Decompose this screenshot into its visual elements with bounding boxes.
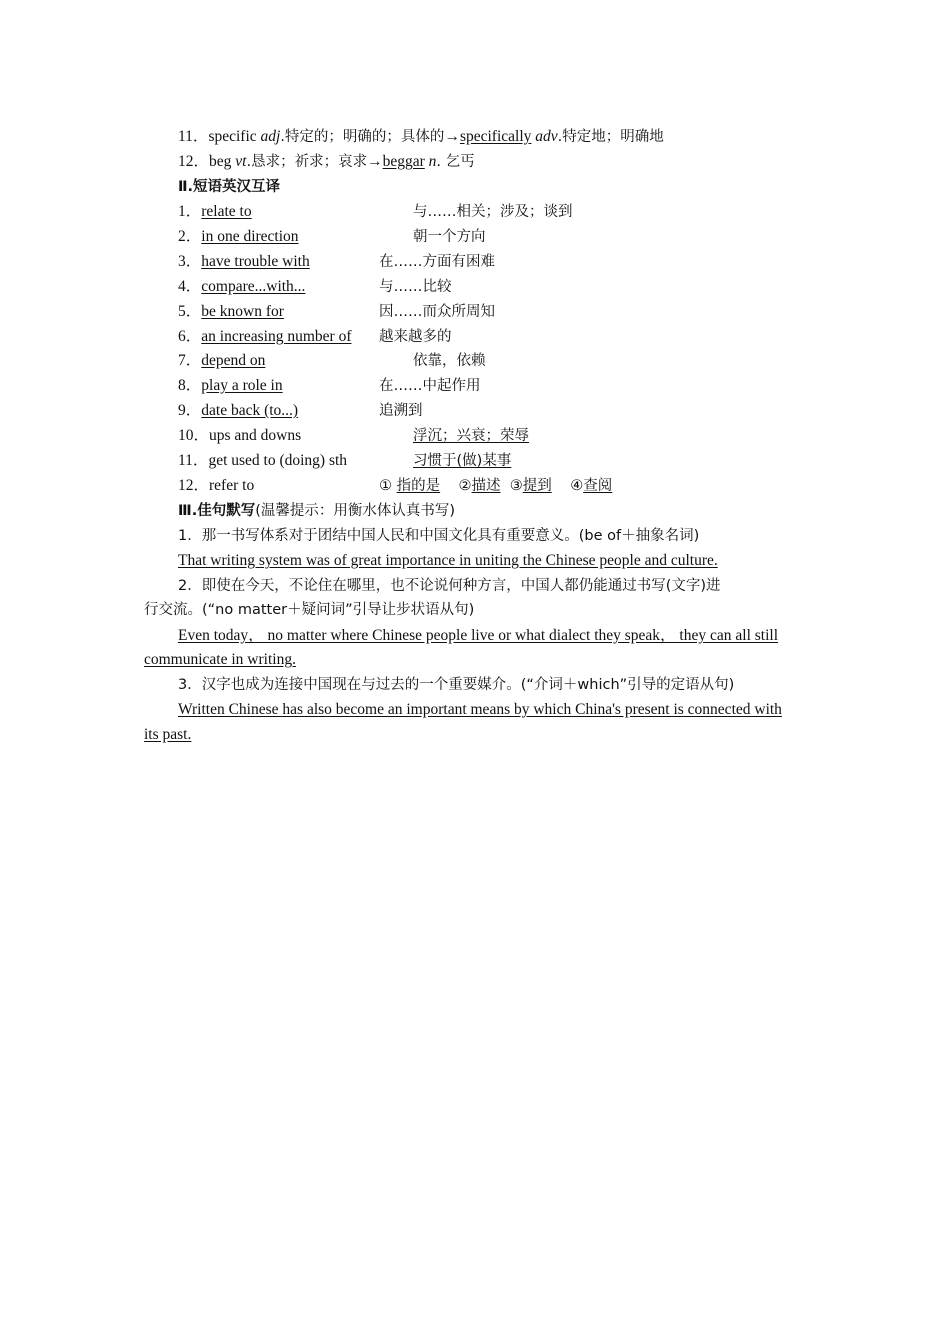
meaning-answer: 指的是 bbox=[396, 478, 441, 494]
phrase-row bbox=[178, 426, 301, 446]
meaning-answer: 查阅 bbox=[583, 478, 613, 494]
section-heading-phrases: Ⅱ.短语英汉互译 bbox=[178, 179, 281, 195]
phrase-cn: 追溯到 bbox=[379, 403, 423, 419]
phrase-en-answer: compare...with... bbox=[201, 278, 306, 295]
phrase-cn: 在……方面有困难 bbox=[379, 254, 495, 270]
marker: ④ bbox=[570, 478, 584, 494]
heading-tip: (温馨提示：用衡水体认真书写) bbox=[255, 503, 456, 519]
phrase-cn: 朝一个方向 bbox=[413, 229, 486, 245]
definition: .恳求；祈求；哀求 bbox=[246, 154, 368, 170]
section-heading-sentences bbox=[178, 501, 455, 521]
sentence-answer-3a: Written Chinese has also become an important means by which China's present is connected with bbox=[178, 701, 782, 718]
marker: ③ bbox=[509, 478, 523, 494]
marker: ① bbox=[379, 478, 397, 494]
arrow-icon: → bbox=[367, 153, 383, 170]
phrase-cn: 与……相关；涉及；谈到 bbox=[413, 204, 573, 220]
definition: .特定的；明确的；具体的 bbox=[280, 129, 445, 145]
vocab-item-12 bbox=[178, 152, 475, 172]
marker: ② bbox=[458, 478, 472, 494]
part-of-speech: adj bbox=[260, 128, 281, 145]
item-number: 11． bbox=[178, 128, 209, 145]
heading-text: Ⅲ.佳句默写 bbox=[178, 503, 256, 519]
derived-word-answer: specifically bbox=[459, 128, 532, 145]
item-number: 1． bbox=[178, 203, 202, 220]
phrase-row bbox=[178, 277, 305, 297]
item-number: 6． bbox=[178, 328, 202, 345]
item-number: 10． bbox=[178, 427, 210, 444]
phrase-cn: 依靠，依赖 bbox=[413, 353, 486, 369]
derived-word-answer: beggar bbox=[382, 153, 425, 170]
item-number: 12． bbox=[178, 153, 210, 170]
phrase-cn-answer: 浮沉；兴衰；荣辱 bbox=[413, 428, 529, 444]
part-of-speech: n bbox=[424, 153, 437, 170]
meaning-answer: 提到 bbox=[522, 478, 552, 494]
phrase-cn: 越来越多的 bbox=[379, 329, 452, 345]
sentence-prompt-2a: 2．即使在今天，不论住在哪里，也不论说何种方言，中国人都仍能通过书写(文字)进 bbox=[178, 578, 721, 594]
item-number: 5． bbox=[178, 303, 202, 320]
phrase-row-12 bbox=[178, 476, 254, 496]
item-number: 3． bbox=[178, 253, 202, 270]
phrase-en-answer: have trouble with bbox=[201, 253, 310, 270]
phrase-row bbox=[178, 227, 299, 247]
phrase-en-answer: an increasing number of bbox=[201, 328, 352, 345]
phrase-row bbox=[178, 376, 283, 396]
phrase-row bbox=[178, 401, 298, 421]
phrase-row bbox=[178, 202, 252, 222]
phrase-row bbox=[178, 302, 284, 322]
phrase-cn: 因……而众所周知 bbox=[379, 304, 495, 320]
phrase-meanings bbox=[379, 476, 612, 496]
item-number: 7． bbox=[178, 352, 202, 369]
phrase-en-answer: date back (to...) bbox=[201, 402, 299, 419]
item-number: 8． bbox=[178, 377, 202, 394]
part-of-speech: adv bbox=[531, 128, 558, 145]
definition: . 乞丐 bbox=[436, 154, 475, 170]
phrase-en-answer: relate to bbox=[201, 203, 252, 220]
phrase-en-answer: be known for bbox=[201, 303, 284, 320]
sentence-prompt-1: 1．那一书写体系对于团结中国人民和中国文化具有重要意义。(be of＋抽象名词) bbox=[178, 528, 700, 544]
sentence-answer-2b: communicate in writing. bbox=[144, 651, 296, 668]
phrase-row bbox=[178, 351, 265, 371]
phrase-en: refer to bbox=[209, 477, 255, 494]
vocab-word: beg bbox=[209, 153, 236, 170]
sentence-prompt-3: 3．汉字也成为连接中国现在与过去的一个重要媒介。(“介词＋which”引导的定语从句) bbox=[178, 677, 735, 693]
phrase-row bbox=[178, 252, 310, 272]
meaning-answer: 描述 bbox=[471, 478, 501, 494]
item-number: 4． bbox=[178, 278, 202, 295]
phrase-en-answer: in one direction bbox=[201, 228, 299, 245]
phrase-cn: 在……中起作用 bbox=[379, 378, 481, 394]
phrase-en-answer: depend on bbox=[201, 352, 266, 369]
definition: .特定地；明确地 bbox=[557, 129, 664, 145]
phrase-row bbox=[178, 451, 347, 471]
phrase-en-answer: play a role in bbox=[201, 377, 283, 394]
phrase-cn-answer: 习惯于(做)某事 bbox=[413, 453, 512, 469]
sentence-answer-2a: Even today， no matter where Chinese people live or what dialect they speak， they can all still bbox=[178, 627, 779, 644]
item-number: 2． bbox=[178, 228, 202, 245]
phrase-row bbox=[178, 327, 351, 347]
phrase-cn: 与……比较 bbox=[379, 279, 452, 295]
vocab-word: specific bbox=[208, 128, 261, 145]
sentence-prompt-2b: 行交流。(“no matter＋疑问词”引导让步状语从句) bbox=[144, 602, 475, 618]
item-number: 9． bbox=[178, 402, 202, 419]
vocab-item-11 bbox=[178, 127, 664, 147]
item-number: 11． bbox=[178, 452, 209, 469]
phrase-en: get used to (doing) sth bbox=[208, 452, 348, 469]
part-of-speech: vt bbox=[235, 153, 247, 170]
sentence-answer-3b: its past. bbox=[144, 726, 192, 743]
arrow-icon: → bbox=[444, 128, 460, 145]
phrase-en: ups and downs bbox=[209, 427, 302, 444]
item-number: 12． bbox=[178, 477, 210, 494]
sentence-answer-1: That writing system was of great importance in uniting the Chinese people and culture. bbox=[178, 552, 718, 569]
